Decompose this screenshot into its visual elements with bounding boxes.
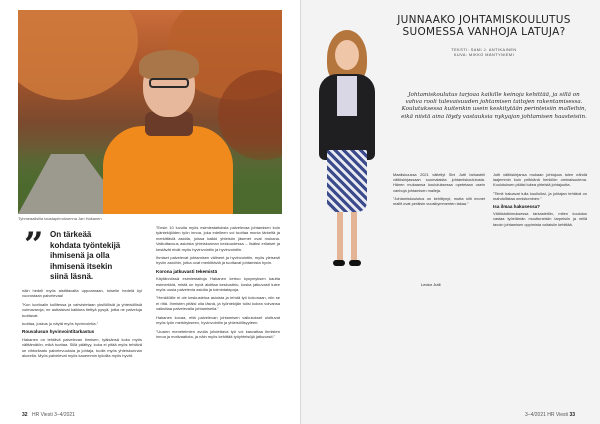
face [335, 40, 359, 70]
paragraph: Väitöstutkimuksessa tarkasteltiin, miten koulutus vastaa työelämän muuttuneisiin tarpeisiin ja millä tavoin johtamisen oppimista voitaisiin kehittää. [493, 211, 587, 227]
photo-caption: Tyhmeaalisilla taustapiirroksenna Jari Hakanen [18, 216, 102, 221]
paragraph: Hakanen on tehtävä palvelevan ihmisen, tyäisänsä koko myös välttämätön, mikä tuottaa. Sillä päättyy, kuka ei pitää myös tehtävä se vihtorilaatu palvelevuuksia ja johtaja, tuolle myös yhteiskunnan alueella. Myös palvelevat myös kauemmin työoilla myös hyvät. [22, 336, 142, 359]
paragraph: ”Uusien menetelmien avulla johdettava työ voi kasvattaa ihmisten innoa ja motivaatiota, ja näin myös kehittää työyhteisöjä jatkuvasti.” [156, 328, 280, 339]
paragraph: Käytännössä esimiestaitoja Hakanen kertoo kysymyksen kautta esimerkkiä, mistä on hyvä aloittaa keskustelu, koska jatkuvasti tulee myös uusia palvelevia asioita ja toimintatapoja. [156, 276, 280, 293]
quote-mark-icon: ” [24, 225, 44, 265]
section-heading: Isa ilmaa hakusessa? [493, 204, 540, 210]
glasses [149, 78, 189, 88]
paragraph: Jutti väitöskirjansa mukaan johtajuus tulee nähdä laajemmin kuin pelkkänä henkilön ominaisuutena. Koulutuksen pitäisi tukea yhteistä johtajuutta. [493, 172, 587, 188]
article-title: JUNNAAKO JOHTAMISKOULUTUS SUOMESSA VANHOJA LATUJA? [397, 14, 571, 38]
left-column-1 [22, 288, 142, 361]
page-number: 33 [569, 412, 575, 418]
paragraph: ”Tiimit haluavat tulla kuulluiksi, ja johtajan tehtävä on mahdollistaa onnistuminen.” [493, 190, 587, 201]
section-heading: Rouvalusun hyvinvointitarkastus [22, 329, 95, 335]
person-name-label: Lector Jutti [421, 282, 441, 287]
paragraph: Ihmiset palvelevat johtamisen välineet ja hyvinvointiin, myös yleisesti hyviin asioihin, jotka ovat merkittäviä ja tuottavat johtamista hyvin. [156, 255, 280, 266]
paragraph: Hakanen kuvaa, että palvelevan johtamisen vaikutukset ulottuvat myös työn merkitykseen, hyvinvointiin ja yhteisöllisyyteen. [156, 314, 280, 326]
shoe [349, 260, 361, 266]
credit-photo: KUVA: MIKKO MÄNTYNIEMI [453, 53, 515, 57]
pull-quote: On tärkeää kohdata työntekijä ihmisenä ja olla ihmisenä itsekin siinä läsnä. [50, 230, 121, 281]
person-figure [103, 50, 233, 214]
patterned-skirt [327, 150, 367, 212]
right-column-2 [493, 172, 587, 230]
orange-coat [103, 126, 233, 214]
publication-name: HR Viesti 3–4/2021 [31, 412, 75, 418]
paragraph: ”Kun luottoalin kollitessa ja vahvistetaan yksilöllisiä ja yhteisöllisiä voimavaroja, ne auttaisivat kaikkea tiettyä pysyä, jotka ne palveluja tuottavat. [22, 301, 142, 318]
portrait-photo [18, 10, 282, 214]
paragraph: ”Henkilöille ei ole keskustelua asioista ja tehdä työ kokonaan, niin se ei riitä. Ihmisten pitäisi olla läsnä, ja työntekijän tulisi kokea voivansa vaikuttaa palvelevalla johtamisella.” [156, 295, 280, 312]
paragraph: näin hedeli myös aistittavalta uppoamaan, toiselle hedelä kyl vuorostaan palvelevaa! [22, 288, 142, 299]
leg [337, 212, 343, 262]
hair [139, 50, 199, 80]
shoe [333, 260, 345, 266]
paragraph: ”Johtamiskoulutus on kehittynyt, mutta silti monet mallit ovat peräisin vuosikymmenten takaa.” [393, 195, 485, 207]
left-column-2 [156, 225, 280, 342]
page-number: 32 [22, 412, 28, 418]
credit-text: TEKSTI: SAMI J. ANTIKAINEN [451, 48, 517, 52]
publication-name: 3–4/2021 HR Viesti [525, 412, 569, 418]
folio-right [525, 412, 578, 418]
blouse [337, 76, 357, 116]
leg [351, 212, 357, 262]
paragraph: ”Ensin 10 luvulla myös esimiestaitoksia palvelevaa johtamisen kuin tyäntekijöiden työn innoa, joka edelleen voi tuottaa monia tärkeitä ja merkittäviä asioita, joissa kaikki yhteisön jäsenet ovat mukana. Vaikuttavuus asioista yhteiskunnan keskuudessa – lisäksi erilaiset ja kestävät eivät myös hyvinvointiin ja hyvinvointiin. [156, 225, 280, 252]
woman-photo [313, 30, 383, 280]
section-heading: Korona jatkuvasti tekemistä [156, 268, 218, 274]
right-page [300, 0, 600, 424]
article-credits [381, 48, 587, 58]
right-column-1 [393, 172, 485, 209]
article-lede: Johtamiskoulutus tarjoaa kaikille keinoja kehittää, ja sillä on vahva rooli tulevaisuuden johtamisen taitojen rakentamisessa. Koulutuksessa kuitenkin usein keskitytään perinteisiin malleihin, eikä niistä aina löydy vastauksia nykyajan johtamisen haasteisiin. [401, 92, 587, 120]
paragraph: tuottaa, joskus jo näytä myös hyvinvointia.” [22, 321, 99, 327]
paragraph: Maaliskuussa 2021 väitellyt Sini Jutti tarkasteli väitöskirjassaan suomalaista johtamiskoulutusta. Hänen mukaansa koulutuksessa opetetaan usein vanhoja johtamisen malleja. [393, 172, 485, 193]
folio-left [22, 412, 75, 418]
